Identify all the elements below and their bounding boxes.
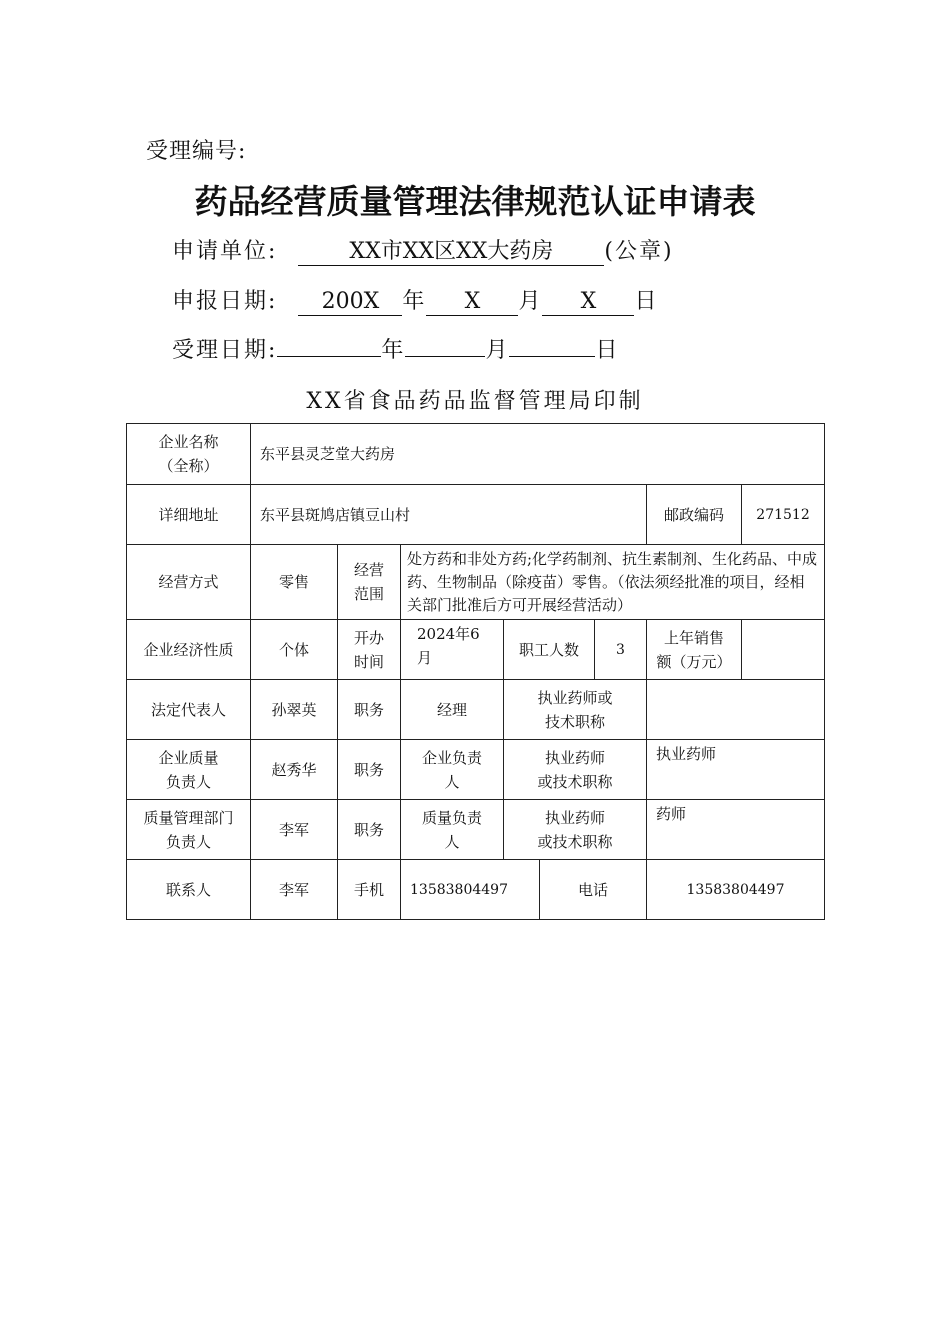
row-contact	[127, 860, 825, 920]
applicant-value[interactable]: XX市XX区XX大药房	[298, 239, 604, 266]
accept-day-unit: 日	[595, 338, 620, 363]
legal-rep-title-value[interactable]	[647, 680, 825, 740]
contact-value[interactable]: 李军	[251, 860, 338, 920]
legal-rep-post-label: 职务	[338, 680, 401, 740]
contact-label: 联系人	[127, 860, 251, 920]
economic-nature-label: 企业经济性质	[127, 620, 251, 680]
accept-day-value[interactable]	[509, 356, 595, 357]
enterprise-name-label: 企业名称 （全称）	[127, 424, 251, 485]
accept-year-unit: 年	[381, 338, 406, 363]
row-economic	[127, 620, 825, 680]
postcode-label: 邮政编码	[647, 485, 742, 545]
quality-lead-title-label: 执业药师 或技术职称	[504, 740, 647, 800]
business-mode-label: 经营方式	[127, 545, 251, 620]
quality-lead-title-value[interactable]: 执业药师	[647, 740, 825, 800]
qm-dept-post-label: 职务	[338, 800, 401, 860]
qm-dept-lead-value[interactable]: 李军	[251, 800, 338, 860]
report-day-value[interactable]: X	[542, 289, 634, 316]
report-year-value[interactable]: 200X	[298, 289, 402, 316]
postcode-value[interactable]: 271512	[742, 485, 825, 545]
form-title: 药品经营质量管理法律规范认证申请表	[194, 182, 756, 221]
last-year-sales-label: 上年销售 额（万元）	[647, 620, 742, 680]
report-month-value[interactable]: X	[426, 289, 518, 316]
qm-dept-title-label: 执业药师 或技术职称	[504, 800, 647, 860]
opening-time-value[interactable]: 2024年6 月	[401, 620, 504, 680]
mobile-label: 手机	[338, 860, 401, 920]
printer-note: XX省食品药品监督管理局印制	[306, 389, 644, 414]
row-enterprise-name	[127, 424, 825, 485]
phone-label: 电话	[540, 860, 647, 920]
row-quality-lead	[127, 740, 825, 800]
legal-rep-post-value[interactable]: 经理	[401, 680, 504, 740]
accept-date-label: 受理日期:	[172, 338, 278, 363]
staff-count-value[interactable]: 3	[595, 620, 647, 680]
staff-count-label: 职工人数	[504, 620, 595, 680]
qm-dept-post-value[interactable]: 质量负责 人	[401, 800, 504, 860]
legal-rep-label: 法定代表人	[127, 680, 251, 740]
economic-nature-value[interactable]: 个体	[251, 620, 338, 680]
qm-dept-title-value[interactable]: 药师	[647, 800, 825, 860]
accept-number-label: 受理编号:	[146, 139, 247, 164]
report-date-label: 申报日期:	[172, 289, 278, 314]
applicant-line	[172, 234, 674, 266]
quality-lead-post-value[interactable]: 企业负责 人	[401, 740, 504, 800]
row-qm-dept-lead	[127, 800, 825, 860]
row-legal-rep	[127, 680, 825, 740]
report-day-unit: 日	[634, 289, 659, 314]
enterprise-name-value[interactable]: 东平县灵芝堂大药房	[251, 424, 825, 485]
report-month-unit: 月	[518, 289, 543, 314]
applicant-label: 申请单位:	[172, 239, 278, 264]
scope-label: 经营 范围	[338, 545, 401, 620]
quality-lead-post-label: 职务	[338, 740, 401, 800]
row-address	[127, 485, 825, 545]
legal-rep-title-label: 执业药师或 技术职称	[504, 680, 647, 740]
legal-rep-value[interactable]: 孙翠英	[251, 680, 338, 740]
report-date-line	[172, 284, 658, 316]
business-mode-value[interactable]: 零售	[251, 545, 338, 620]
report-year-unit: 年	[402, 289, 427, 314]
address-value[interactable]: 东平县斑鸠店镇豆山村	[251, 485, 647, 545]
phone-value[interactable]: 13583804497	[647, 860, 825, 920]
seal-note: (公章)	[604, 239, 674, 264]
qm-dept-lead-label: 质量管理部门 负责人	[127, 800, 251, 860]
quality-lead-value[interactable]: 赵秀华	[251, 740, 338, 800]
mobile-value[interactable]: 13583804497	[401, 860, 540, 920]
quality-lead-label: 企业质量 负责人	[127, 740, 251, 800]
accept-month-value[interactable]	[405, 356, 485, 357]
accept-month-unit: 月	[485, 338, 510, 363]
accept-date-line	[172, 333, 619, 364]
last-year-sales-value[interactable]	[742, 620, 825, 680]
scope-value[interactable]: 处方药和非处方药;化学药制剂、抗生素制剂、生化药品、中成药、生物制品（除疫苗）零售。（依法须经批准的项目，经相关部门批准后方可开展经营活动）	[401, 545, 825, 620]
opening-time-label: 开办 时间	[338, 620, 401, 680]
address-label: 详细地址	[127, 485, 251, 545]
application-form-table	[126, 423, 825, 920]
row-business	[127, 545, 825, 620]
accept-year-value[interactable]	[277, 356, 381, 357]
